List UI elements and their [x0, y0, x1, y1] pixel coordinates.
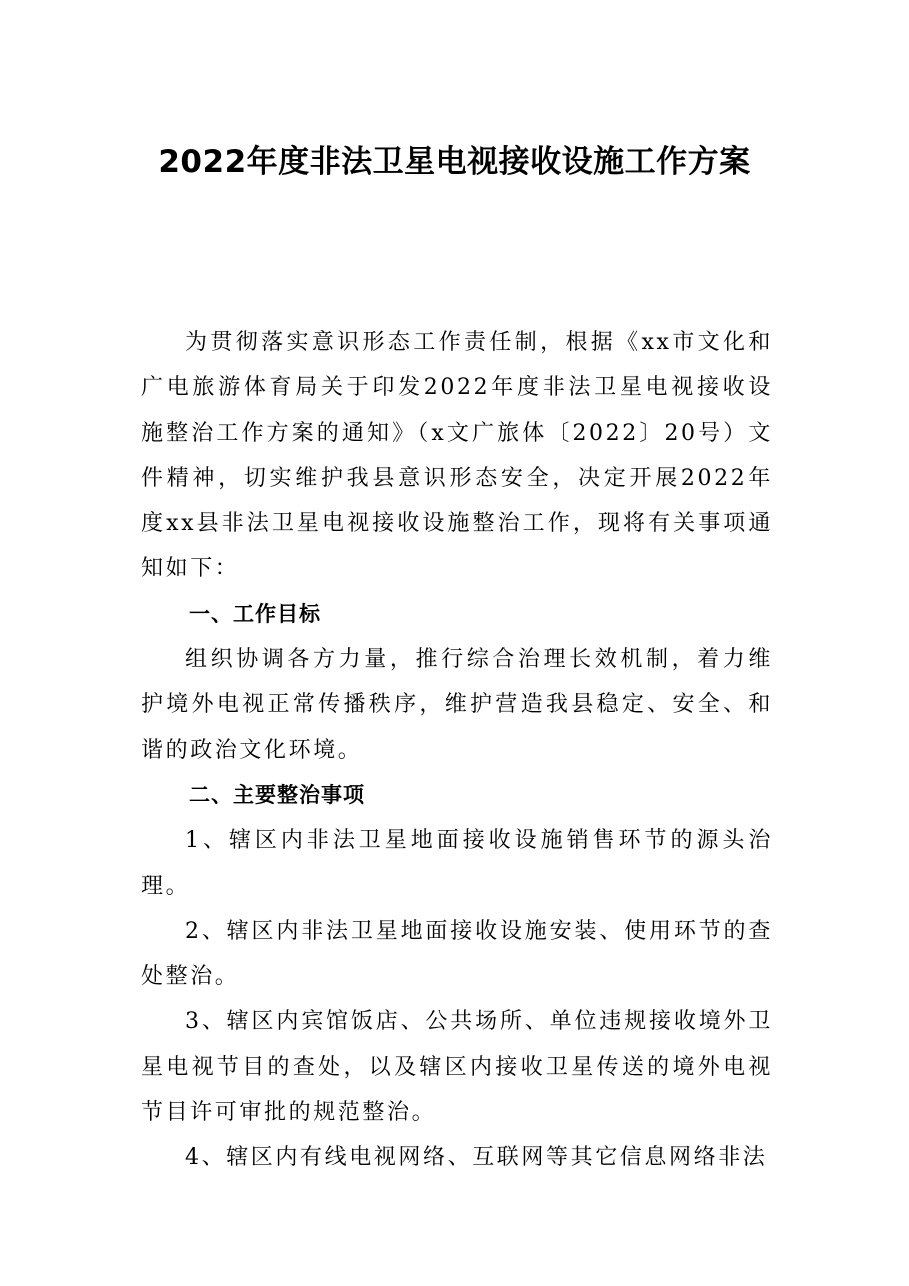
work-goals-paragraph: 组织协调各方力量，推行综合治理长效机制，着力维护境外电视正常传播秩序，维护营造我县稳定、安全、和谐的政治文化环境。	[141, 647, 773, 763]
main-item-3: 3、辖区内宾馆饭店、公共场所、单位违规接收境外卫星电视节目的查处，以及辖区内接收卫星传送的境外电视节目许可审批的规范整治。	[141, 1009, 773, 1126]
main-item-4: 4、辖区内有线电视网络、互联网等其它信息网络非法	[185, 1145, 768, 1171]
section-heading-main-items: 二、主要整治事项	[189, 782, 365, 807]
main-item-2: 2、辖区内非法卫星地面接收设施安装、使用环节的查处整治。	[141, 918, 773, 990]
section-heading-work-goals: 一、工作目标	[189, 601, 321, 626]
main-item-1: 1、辖区内非法卫星地面接收设施销售环节的源头治理。	[141, 828, 773, 899]
intro-paragraph: 为贯彻落实意识形态工作责任制，根据《xx市文化和广电旅游体育局关于印发2022年度非法卫星电视接收设施整治工作方案的通知》（x文广旅体〔2022〕20号）文件精神，切实维护我县意识形态安全，决定开展2022年度xx县非法卫星电视接收设施整治工作，现将有关事项通知如下：	[141, 330, 773, 582]
document-body	[141, 320, 773, 1181]
document-title: 2022年度非法卫星电视接收设施工作方案	[158, 144, 751, 180]
